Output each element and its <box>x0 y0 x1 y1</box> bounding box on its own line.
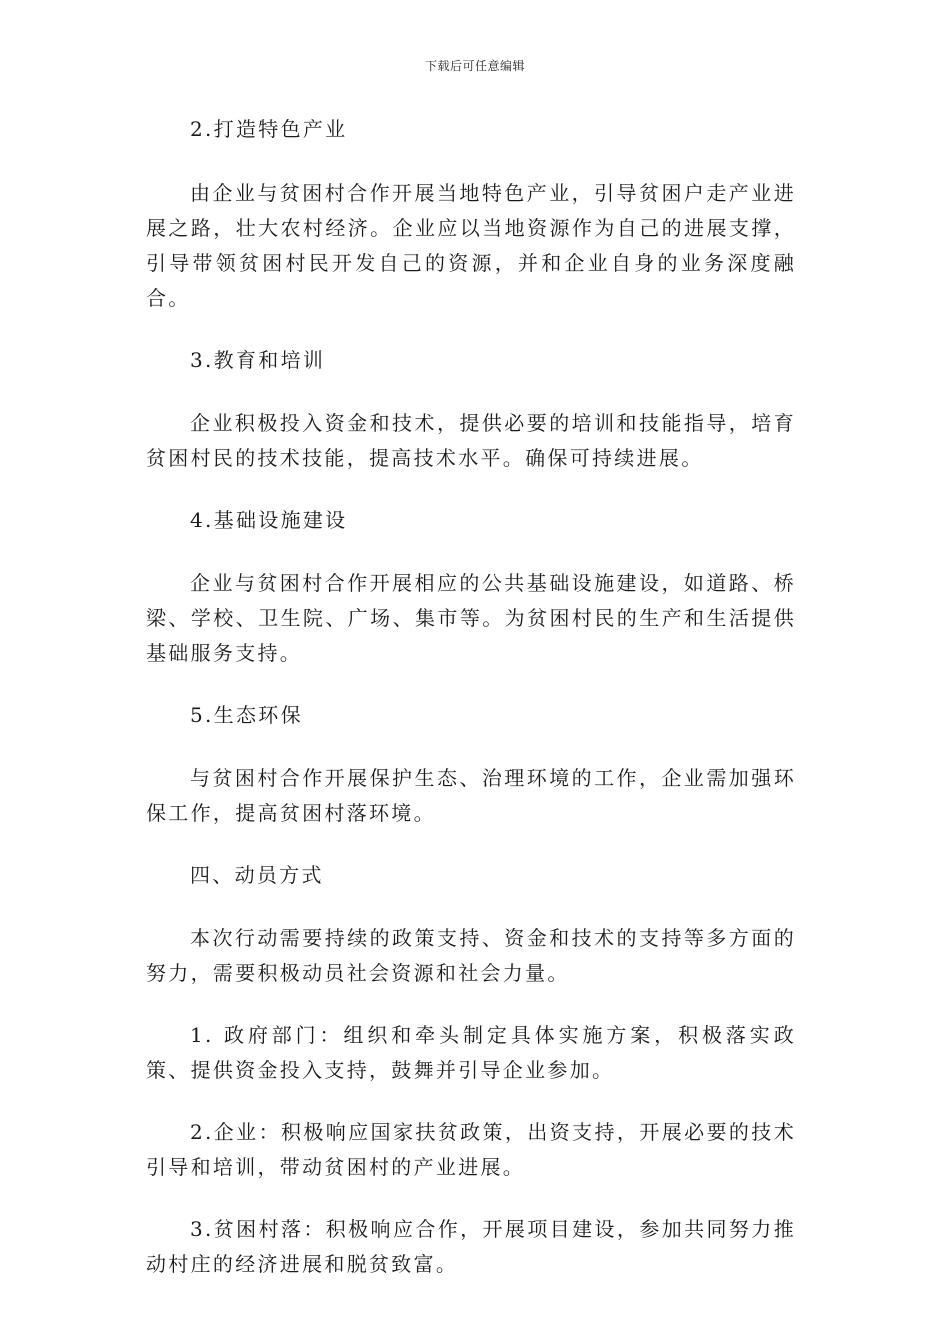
section-heading: 5.生态环保 <box>190 703 303 727</box>
section-heading: 四、动员方式 <box>190 863 324 887</box>
page-header: 下载后可任意编辑 <box>424 59 525 73</box>
body-paragraph: 3.贫困村落：积极响应合作，开展项目建设，参加共同努力推动村庄的经济进展和脱贫致富。 <box>146 1217 796 1276</box>
document-body <box>146 112 796 1282</box>
body-paragraph: 企业与贫困村合作开展相应的公共基础设施建设，如道路、桥梁、学校、卫生院、广场、集市等。为贫困村民的生产和生活提供基础服务支持。 <box>146 571 796 665</box>
body-paragraph: 由企业与贫困村合作开展当地特色产业，引导贫困户走产业进展之路，壮大农村经济。企业应以当地资源作为自己的进展支撑，引导带领贫困村民开发自己的资源，并和企业自身的业务深度融合。 <box>146 181 796 310</box>
body-paragraph: 与贫困村合作开展保护生态、治理环境的工作，企业需加强环保工作，提高贫困村落环境。 <box>146 766 796 825</box>
body-paragraph: 本次行动需要持续的政策支持、资金和技术的支持等多方面的努力，需要积极动员社会资源和社会力量。 <box>146 926 796 985</box>
body-paragraph: 1. 政府部门：组织和牵头制定具体实施方案，积极落实政策、提供资金投入支持，鼓舞并引导企业参加。 <box>146 1023 796 1082</box>
section-heading: 3.教育和培训 <box>190 348 326 372</box>
body-paragraph: 2.企业：积极响应国家扶贫政策，出资支持，开展必要的技术引导和培训，带动贫困村的产业进展。 <box>146 1120 796 1179</box>
section-heading: 4.基础设施建设 <box>190 508 348 532</box>
body-paragraph: 企业积极投入资金和技术，提供必要的培训和技能指导，培育贫困村民的技术技能，提高技术水平。确保可持续进展。 <box>146 411 796 470</box>
section-heading: 2.打造特色产业 <box>190 117 348 141</box>
